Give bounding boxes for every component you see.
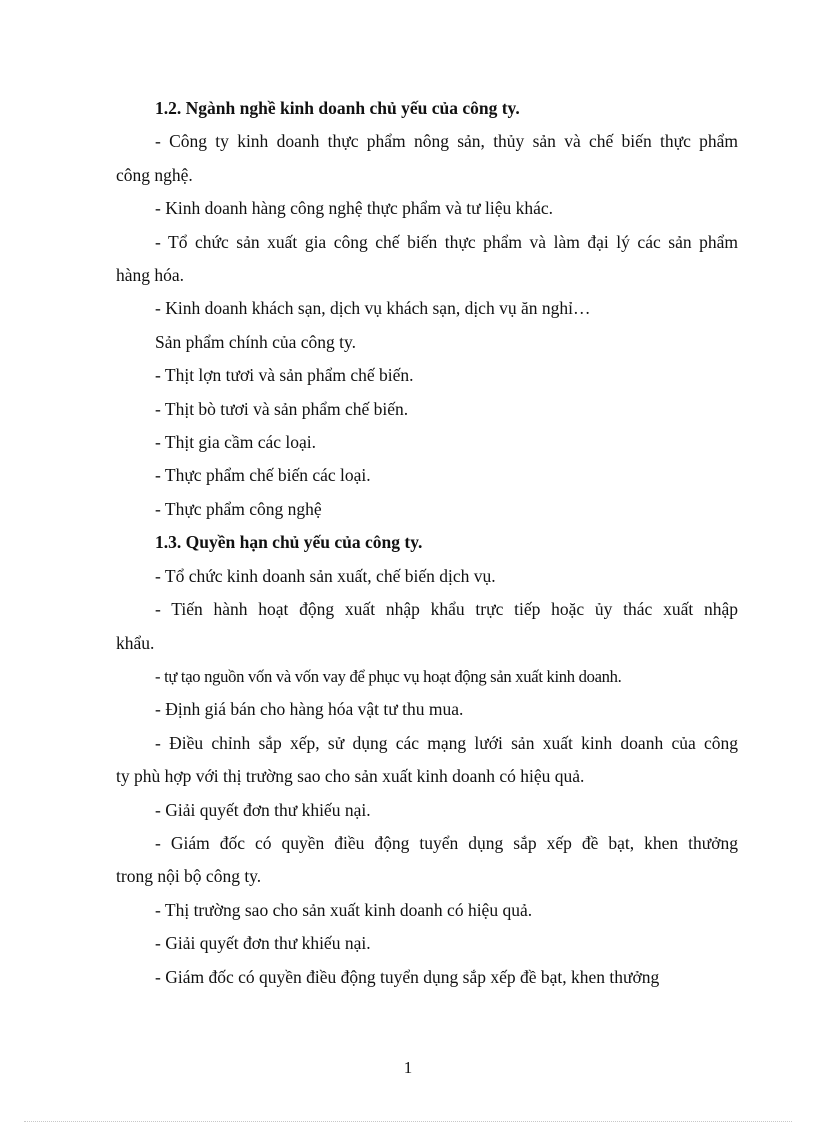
product-list-item: - Thịt gia cầm các loại. xyxy=(155,432,316,453)
paragraph-line: - Điều chỉnh sắp xếp, sử dụng các mạng lưới sản xuất kinh doanh của công xyxy=(155,732,738,753)
section-heading-1-2: 1.2. Ngành nghề kinh doanh chủ yếu của công ty. xyxy=(155,98,520,118)
page-body xyxy=(116,92,738,994)
product-list-item: - Thịt lợn tươi và sản phẩm chế biến. xyxy=(155,365,414,386)
paragraph-line: - Tổ chức sản xuất gia công chế biến thực phẩm và làm đại lý các sản phẩm xyxy=(155,231,738,252)
paragraph-line: - Giám đốc có quyền điều động tuyển dụng sắp xếp đề bạt, khen thưởng xyxy=(155,832,738,853)
products-title: Sản phẩm chính của công ty. xyxy=(155,331,357,352)
page-bottom-border xyxy=(24,1121,792,1122)
paragraph-line: - Công ty kinh doanh thực phẩm nông sản, thủy sản và chế biến thực phẩm xyxy=(155,131,738,152)
paragraph-line: - Kinh doanh khách sạn, dịch vụ khách sạn, dịch vụ ăn nghỉ… xyxy=(155,298,591,319)
paragraph-line: - Giải quyết đơn thư khiếu nại. xyxy=(155,799,371,820)
paragraph-line: - Tổ chức kinh doanh sản xuất, chế biến dịch vụ. xyxy=(155,565,496,586)
paragraph-line: - Kinh doanh hàng công nghệ thực phẩm và tư liệu khác. xyxy=(155,198,554,219)
paragraph-line: - tự tạo nguồn vốn và vốn vay để phục vụ hoạt động sản xuất kinh doanh. xyxy=(155,666,622,686)
paragraph-line: - Giám đốc có quyền điều động tuyển dụng sắp xếp đề bạt, khen thưởng xyxy=(155,966,660,987)
paragraph-line: công nghệ. xyxy=(116,164,193,185)
paragraph-line: - Thị trường sao cho sản xuất kinh doanh có hiệu quả. xyxy=(155,899,533,920)
paragraph-line: khẩu. xyxy=(116,632,155,653)
product-list-item: - Thịt bò tươi và sản phẩm chế biến. xyxy=(155,398,409,419)
paragraph-line: - Định giá bán cho hàng hóa vật tư thu mua. xyxy=(155,699,464,720)
paragraph-line: trong nội bộ công ty. xyxy=(116,866,262,887)
section-heading-1-3: 1.3. Quyền hạn chủ yếu của công ty. xyxy=(155,532,423,553)
product-list-item: - Thực phẩm công nghệ xyxy=(155,498,322,519)
product-list-item: - Thực phẩm chế biến các loại. xyxy=(155,465,371,486)
paragraph-line: - Giải quyết đơn thư khiếu nại. xyxy=(155,933,371,954)
paragraph-line: ty phù hợp với thị trường sao cho sản xuất kinh doanh có hiệu quả. xyxy=(116,766,585,787)
page-number: 1 xyxy=(403,1058,413,1077)
paragraph-line: hàng hóa. xyxy=(116,265,185,286)
paragraph-line: - Tiến hành hoạt động xuất nhập khẩu trực tiếp hoặc ủy thác xuất nhập xyxy=(155,599,738,620)
